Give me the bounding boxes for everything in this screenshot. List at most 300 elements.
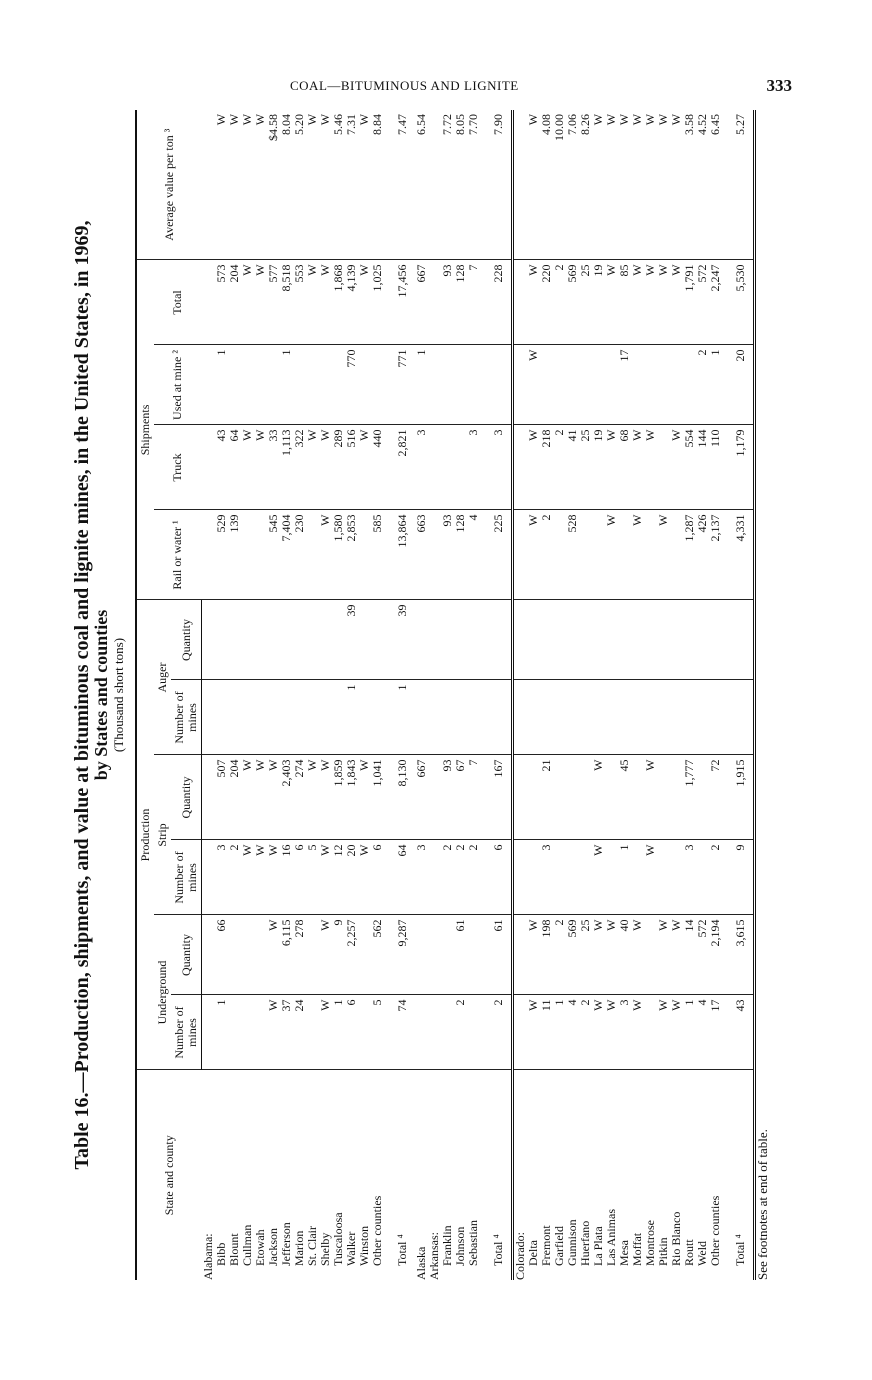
table-cell: 20 [728,345,755,425]
table-cell [428,600,441,680]
table-cell [696,840,709,915]
table-cell: W [657,510,670,600]
row-label: Colorado: [512,1232,527,1280]
table-cell [241,600,254,680]
table-cell [441,915,454,995]
row-label: Total ⁴ [394,1234,409,1266]
table-cell [215,680,228,755]
table-cell: 2 [454,995,467,1070]
table-row [228,110,241,1280]
table-cell: 12 [332,840,345,915]
table-row [467,110,480,1280]
table-cell: W [358,425,371,510]
table-cell [267,345,280,425]
table-cell: 7 [467,755,480,840]
table-cell [202,755,215,840]
table-cell: 13,864 [390,510,415,600]
table-cell: W [527,345,540,425]
table-cell: 1,777 [683,755,696,840]
table-cell [618,680,631,755]
table-cell [670,600,683,680]
table-cell: 1,859 [332,755,345,840]
table-cell: 6 [486,840,513,915]
table-cell: 7.72 [441,110,454,260]
table-cell [670,755,683,840]
table-cell: W [319,425,332,510]
table-cell: 64 [390,840,415,915]
table-cell: 2,194 [709,915,722,995]
table-cell [241,345,254,425]
table-cell: W [631,995,644,1070]
table-cell [566,600,579,680]
table-cell: 5,530 [728,260,755,345]
table-cell: 2,247 [709,260,722,345]
table-subtitle: (Thousand short tons) [111,637,126,753]
table-cell [428,110,441,260]
table-cell: 3 [486,425,513,510]
table-cell: 2,257 [345,915,358,995]
table-cell [454,680,467,755]
table-cell: 17,456 [390,260,415,345]
table-row [441,110,454,1280]
table-cell: 110 [709,425,722,510]
table-cell: 4,331 [728,510,755,600]
table-cell [202,915,215,995]
table-cell: 218 [540,425,553,510]
table-cell: 2 [553,260,566,345]
table-cell: W [657,260,670,345]
row-label: Sebastian [465,1220,480,1266]
table-cell [254,345,267,425]
table-cell: 1 [415,345,428,425]
table-cell: 274 [293,755,306,840]
row-label: Moffat [629,1232,644,1266]
table-cell: 528 [566,510,579,600]
table-cell [428,995,441,1070]
table-cell: 6 [293,840,306,915]
table-cell: 93 [441,510,454,600]
table-cell [467,680,480,755]
table-cell: 322 [293,425,306,510]
table-cell [644,680,657,755]
table-cell [428,510,441,600]
table-cell: W [241,260,254,345]
table-cell [644,915,657,995]
table-cell [553,755,566,840]
table-cell: 5 [371,995,384,1070]
row-label: Pitkin [655,1237,670,1266]
table-cell: 43 [728,995,755,1070]
table-cell [605,840,618,915]
table-cell [319,600,332,680]
table-cell [415,680,428,755]
table-cell: W [605,915,618,995]
table-cell [527,600,540,680]
table-cell [202,345,215,425]
table-cell [683,600,696,680]
table-cell: W [644,260,657,345]
table-row [657,110,670,1280]
table-cell: W [254,260,267,345]
table-row [579,110,592,1280]
row-label: Bibb [213,1242,228,1266]
table-cell: W [631,110,644,260]
table-cell: 67 [454,755,467,840]
table-cell: 4 [566,995,579,1070]
table-cell: 1,025 [371,260,384,345]
table-cell: W [592,755,605,840]
table-cell [512,600,527,680]
table-cell: 3 [618,995,631,1070]
table-cell: 93 [441,755,454,840]
table-cell [579,755,592,840]
table-cell: W [670,915,683,995]
table-cell: W [657,110,670,260]
table-cell: 8.84 [371,110,384,260]
table-cell: 25 [579,425,592,510]
table-row [345,110,358,1280]
table-cell: 6 [371,840,384,915]
row-label: Gunnison [564,1219,579,1266]
table-cell: W [631,915,644,995]
table-row [415,110,428,1280]
table-cell [371,600,384,680]
row-label: Las Animas [603,1209,618,1266]
table-cell [527,840,540,915]
table-cell: 8.26 [579,110,592,260]
table-title-line2: by States and counties [91,609,111,781]
table-cell: 1 [215,995,228,1070]
table-cell [683,345,696,425]
table-cell [631,345,644,425]
col-truck: Truck [154,425,202,510]
table-cell [657,425,670,510]
table-cell: 61 [454,915,467,995]
table-cell: 1,287 [683,510,696,600]
table-cell: 1,791 [683,260,696,345]
table-cell [467,995,480,1070]
table-cell: W [670,110,683,260]
table-cell [527,755,540,840]
table-cell [454,600,467,680]
row-label: Tuscaloosa [330,1212,345,1266]
table-row [454,110,467,1280]
table-row [527,110,540,1280]
table-cell: W [358,840,371,915]
col-total: Total [154,260,202,345]
table-row [280,110,293,1280]
table-cell [254,915,267,995]
row-label: Routt [681,1239,696,1266]
table-cell [358,680,371,755]
table-cell: W [267,755,280,840]
table-cell [486,680,513,755]
table-cell [579,680,592,755]
table-cell [319,345,332,425]
table-cell: 771 [390,345,415,425]
table-cell: 1 [553,995,566,1070]
table-cell: 45 [618,755,631,840]
table-cell: 72 [709,755,722,840]
table-row [631,110,644,1280]
table-cell: 40 [618,915,631,995]
table-cell: W [267,995,280,1070]
row-label: Shelby [317,1232,332,1266]
table-cell [254,680,267,755]
table-cell: W [670,260,683,345]
table-cell: 2 [540,510,553,600]
table-cell [319,680,332,755]
table-cell: 5.46 [332,110,345,260]
row-label: Mesa [616,1240,631,1266]
table-cell: 1 [280,345,293,425]
table-cell [293,600,306,680]
table-cell [605,345,618,425]
table-cell: W [254,840,267,915]
table-cell: 7.90 [486,110,513,260]
table-cell [280,600,293,680]
table-cell: 2,137 [709,510,722,600]
table-cell [657,345,670,425]
table-row [428,110,441,1280]
table-cell: W [267,840,280,915]
table-cell: 3 [415,425,428,510]
row-label: Marion [291,1230,306,1266]
table-cell [228,995,241,1070]
table-row [390,110,415,1280]
table-cell: 128 [454,260,467,345]
table-cell [371,680,384,755]
row-label: Arkansas: [426,1232,441,1280]
table-cell: 2 [454,840,467,915]
row-label: Cullman [239,1224,254,1266]
table-cell: 4,139 [345,260,358,345]
table-cell: 516 [345,425,358,510]
table-cell [670,510,683,600]
table-cell: W [241,755,254,840]
col-ug-quantity: Quantity [171,915,202,995]
table-cell: W [605,510,618,600]
col-average-value: Average value per ton ³ [136,110,202,260]
row-label: Franklin [439,1225,454,1266]
table-cell [644,510,657,600]
table-cell [358,510,371,600]
table-cell: 198 [540,915,553,995]
table-cell: 10.00 [553,110,566,260]
table-cell: 6 [345,995,358,1070]
table-cell [486,345,513,425]
table-cell: 2,403 [280,755,293,840]
row-label: Total ⁴ [486,1070,513,1280]
table-cell: 426 [696,510,709,600]
table-cell [579,345,592,425]
group-strip: Strip [154,755,171,915]
table-cell: 667 [415,755,428,840]
table-cell: W [306,260,319,345]
table-cell: 7.06 [566,110,579,260]
table-cell [644,995,657,1070]
table-cell: $4.58 [267,110,280,260]
row-label: Weld [694,1240,709,1266]
table-cell [512,915,527,995]
table-cell: 278 [293,915,306,995]
table-cell: W [631,510,644,600]
group-production: Production [136,600,154,1070]
table-cell: 139 [228,510,241,600]
table-row [592,110,605,1280]
table-cell [441,345,454,425]
table-cell: 577 [267,260,280,345]
table-cell: W [670,995,683,1070]
group-auger: Auger [154,600,171,755]
table-cell: 9,287 [390,915,415,995]
table-cell [415,600,428,680]
table-cell: 3.58 [683,110,696,260]
table-cell: 1 [390,680,415,755]
table-cell [441,600,454,680]
table-cell: 1 [618,840,631,915]
table-cell [605,680,618,755]
table-cell: 204 [228,755,241,840]
table-cell [618,600,631,680]
table-cell: 11 [540,995,553,1070]
table-cell [332,680,345,755]
table-cell [631,600,644,680]
col-rail-or-water: Rail or water ¹ [154,510,202,600]
row-label: Other counties [369,1195,384,1266]
col-strip-mines: Number of mines [171,840,202,915]
table-cell: 1 [345,680,358,755]
row-label: Rio Blanco [668,1211,683,1266]
table-cell [428,345,441,425]
table-cell [728,680,755,755]
table-cell: 572 [696,260,709,345]
table-cell: W [306,425,319,510]
table-cell: 667 [415,260,428,345]
table-cell [415,915,428,995]
table-cell: 9 [728,840,755,915]
table-row [293,110,306,1280]
table-cell [441,995,454,1070]
table-cell [566,755,579,840]
table-cell [709,680,722,755]
table-cell [293,345,306,425]
row-label: Total ⁴ [728,1070,755,1280]
table-cell [202,110,215,260]
table-cell: 41 [566,425,579,510]
table-cell: 7,404 [280,510,293,600]
table-cell [428,680,441,755]
table-cell: 2 [228,840,241,915]
table-cell: 770 [345,345,358,425]
table-title: Table 16.—Production, shipments, and value at bituminous coal and lignite mines, in the United States, in 1969, [71,220,93,1170]
table-cell: 8.04 [280,110,293,260]
table-row [202,110,215,1280]
table-cell: 440 [371,425,384,510]
table-cell: W [319,755,332,840]
row-label: Johnson [452,1226,467,1266]
table-cell [293,680,306,755]
table-cell [696,600,709,680]
table-row [540,110,553,1280]
table-cell: 289 [332,425,345,510]
col-used-at-mine: Used at mine ² [154,345,202,425]
table-cell: 204 [228,260,241,345]
table-cell: W [228,110,241,260]
table-cell: 144 [696,425,709,510]
table-cell: 507 [215,755,228,840]
table-cell: W [644,425,657,510]
table-cell: 2,821 [390,425,415,510]
table-cell [553,600,566,680]
table-cell [467,600,480,680]
table-cell: 2 [696,345,709,425]
table-cell: W [319,260,332,345]
table-cell: 1,868 [332,260,345,345]
table-cell [428,425,441,510]
table-cell: 5.27 [728,110,755,260]
table-cell: W [527,425,540,510]
row-label: Garfield [551,1226,566,1266]
table-cell [631,840,644,915]
table-cell: W [592,840,605,915]
table-cell: 16 [280,840,293,915]
group-shipments: Shipments [136,260,154,600]
table-cell [241,915,254,995]
row-label: Etowah [252,1229,267,1266]
table-cell [566,840,579,915]
table-cell [486,600,513,680]
table-row [696,110,709,1280]
table-cell: 2 [553,915,566,995]
table-cell: 167 [486,755,513,840]
table-cell [371,345,384,425]
table-cell: 2 [467,840,480,915]
table-cell [644,345,657,425]
table-cell: W [319,915,332,995]
table-cell [467,915,480,995]
table-cell: 573 [215,260,228,345]
table-cell [553,345,566,425]
table-cell: 8.05 [454,110,467,260]
table-row [605,110,618,1280]
table-cell: 19 [592,425,605,510]
table-cell [540,600,553,680]
row-label: Walker [343,1231,358,1266]
table-cell [241,680,254,755]
table-cell [512,260,527,345]
table-cell [566,345,579,425]
rotated-table-sheet [65,110,785,1280]
table-cell [670,345,683,425]
table-cell: 220 [540,260,553,345]
table-cell [467,345,480,425]
page-number: 333 [766,76,792,95]
table-row [371,110,384,1280]
table-cell: W [605,425,618,510]
table-row [566,110,579,1280]
table-cell [306,995,319,1070]
row-label: Other counties [707,1195,722,1266]
table-cell: W [592,110,605,260]
table-cell [696,680,709,755]
table-cell: 6,115 [280,915,293,995]
table-cell: W [267,915,280,995]
table-row [670,110,683,1280]
table-cell: W [527,995,540,1070]
table-cell: 1,041 [371,755,384,840]
table-cell: 39 [390,600,415,680]
